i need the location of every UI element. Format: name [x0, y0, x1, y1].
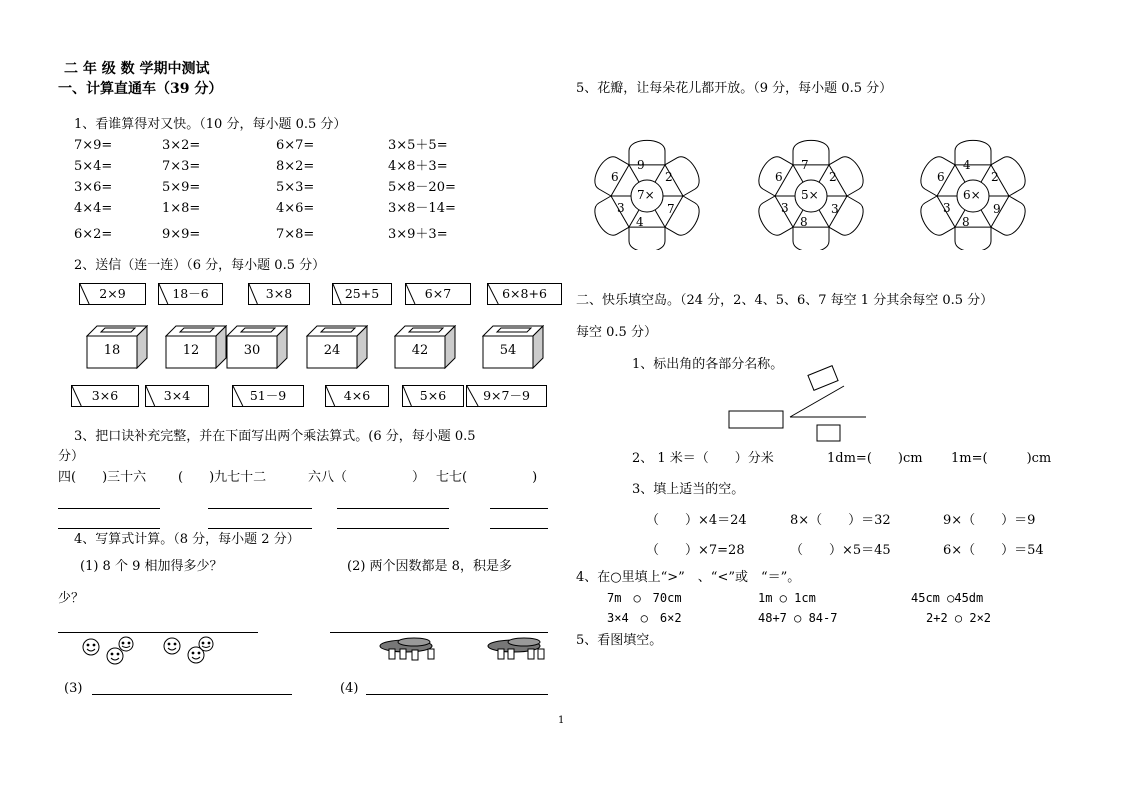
q3-prompt-line2: 分） — [58, 449, 85, 464]
smiley-faces-illustration — [78, 636, 228, 666]
envelope[interactable] — [402, 385, 464, 407]
flower — [575, 120, 723, 250]
q1-problem: 1×8= — [162, 201, 201, 216]
answer-line[interactable] — [337, 528, 449, 529]
q4-sub3: (3) — [64, 681, 83, 696]
petal-number: 8 — [962, 215, 970, 229]
envelope[interactable] — [71, 385, 139, 407]
q3-item-1: 四( )三十六 — [58, 470, 147, 485]
mailbox-value: 54 — [499, 343, 517, 358]
flower-icon — [739, 120, 887, 250]
s2-q1: 1、标出角的各部分名称。 — [632, 357, 784, 372]
petal-number: 2 — [829, 170, 837, 184]
s2-q4-r1-c3: 45cm ○45dm — [911, 591, 984, 605]
section2-title: 二、快乐填空岛。（24 分，2、4、5、6、7 每空 1 分其余每空 0.5 分） — [576, 293, 994, 308]
flower — [901, 120, 1049, 250]
envelope-label: 3×8 — [265, 286, 293, 301]
mushrooms-illustration — [376, 636, 566, 664]
mailbox[interactable] — [482, 325, 544, 369]
envelope[interactable] — [79, 283, 146, 305]
q3-item-4: 七七( ) — [436, 470, 538, 485]
answer-line[interactable] — [58, 528, 160, 529]
q1-problem: 5×4= — [74, 159, 113, 174]
flower-icon — [901, 120, 1049, 250]
petal-number: 9 — [637, 158, 645, 172]
petal-number: 6 — [775, 170, 783, 184]
q2-prompt: 2、送信（连一连）（6 分，每小题 0.5 分） — [74, 258, 326, 273]
envelope[interactable] — [332, 283, 392, 305]
q1-problem: 3×6= — [74, 180, 113, 195]
envelope-label: 5×6 — [419, 388, 447, 403]
petal-number: 7 — [667, 202, 675, 216]
s2-q3-r2-c3: 6×（ ）＝54 — [943, 543, 1044, 558]
q1-problem: 4×4= — [74, 201, 113, 216]
mailbox[interactable] — [394, 325, 456, 369]
answer-line[interactable] — [490, 528, 548, 529]
angle-diagram — [726, 364, 872, 444]
petal-number: 2 — [665, 170, 673, 184]
q1-problem: 7×3= — [162, 159, 201, 174]
q3-item-3: 六八（ ） — [308, 470, 426, 485]
s2-q4-r1-c1: 7m ○ 70cm — [607, 591, 682, 605]
answer-line[interactable] — [208, 528, 312, 529]
petal-number: 3 — [617, 201, 625, 215]
q1-problem: 5×8－20= — [388, 180, 456, 195]
q5-prompt: 5、花瓣，让每朵花儿都开放。（9 分，每小题 0.5 分） — [576, 81, 893, 96]
answer-line[interactable] — [58, 632, 258, 633]
s2-q2-part2: 1dm=( )cm — [827, 451, 923, 466]
envelope-label: 3×4 — [163, 388, 191, 403]
q1-prompt: 1、看谁算得对又快。（10 分，每小题 0.5 分） — [74, 117, 347, 132]
q4-sub2-line2: 少？ — [58, 591, 85, 606]
section1-title: 一、计算直通车（39 分） — [58, 81, 223, 97]
mailbox[interactable] — [86, 325, 148, 369]
q1-problem: 6×2= — [74, 227, 113, 242]
q1-problem: 3×9＋3= — [388, 227, 448, 242]
s2-q3: 3、填上适当的空。 — [632, 482, 745, 497]
envelope[interactable] — [466, 385, 547, 407]
s2-q2-part1: 2、 1 米＝（ ）分米 — [632, 451, 774, 466]
s2-q3-r1-c2: 8×（ ）＝32 — [790, 513, 891, 528]
petal-number: 4 — [963, 158, 971, 172]
q1-problem: 3×2= — [162, 138, 201, 153]
flower — [739, 120, 887, 250]
q4-sub2-line1: (2) 两个因数都是 8，积是多 — [347, 559, 512, 574]
s2-q4-r1-c2: 1m ○ 1cm — [758, 591, 816, 605]
petal-number: 7 — [801, 158, 809, 172]
envelope[interactable] — [232, 385, 304, 407]
answer-line[interactable] — [92, 694, 292, 695]
q1-problem: 4×8＋3= — [388, 159, 448, 174]
petal-number: 8 — [800, 215, 808, 229]
answer-line[interactable] — [208, 508, 312, 509]
q1-problem: 3×5＋5= — [388, 138, 448, 153]
envelope-label: 9×7－9 — [483, 388, 530, 403]
q1-problem: 9×9= — [162, 227, 201, 242]
answer-line[interactable] — [337, 508, 449, 509]
q3-item-2: ( )九七十二 — [178, 470, 267, 485]
envelope-label: 51－9 — [249, 388, 287, 403]
flower-center: 7× — [637, 188, 655, 202]
envelope[interactable] — [248, 283, 310, 305]
envelope[interactable] — [158, 283, 223, 305]
mailbox[interactable] — [306, 325, 368, 369]
answer-line[interactable] — [366, 694, 548, 695]
q1-problem: 3×8－14= — [388, 201, 456, 216]
q1-problem: 8×2= — [276, 159, 315, 174]
petal-number: 3 — [943, 201, 951, 215]
s2-q3-r1-c1: （ ）×4＝24 — [646, 513, 747, 528]
flower-center: 6× — [963, 188, 981, 202]
s2-q4: 4、在○里填上“>” 、“<”或 “＝”。 — [576, 570, 801, 585]
envelope-label: 4×6 — [343, 388, 371, 403]
petal-number: 6 — [937, 170, 945, 184]
envelope[interactable] — [145, 385, 209, 407]
petal-number: 2 — [991, 170, 999, 184]
petal-number: 9 — [993, 202, 1001, 216]
answer-line[interactable] — [330, 632, 548, 633]
q4-sub4: (4) — [340, 681, 359, 696]
mailbox[interactable] — [165, 325, 227, 369]
page-title: 二 年 级 数 学期中测试 — [64, 61, 210, 77]
q1-problem: 6×7= — [276, 138, 315, 153]
q1-problem: 7×9= — [74, 138, 113, 153]
mailbox-value: 18 — [103, 343, 121, 358]
envelope-label: 18－6 — [172, 286, 209, 301]
petal-number: 3 — [831, 202, 839, 216]
envelope-label: 3×6 — [91, 388, 119, 403]
envelope-label: 2×9 — [99, 286, 126, 301]
s2-q3-r2-c2: （ ）×5＝45 — [790, 543, 891, 558]
envelope-label: 6×8+6 — [502, 286, 547, 301]
mailbox[interactable] — [226, 325, 288, 369]
petal-number: 3 — [781, 201, 789, 215]
mailbox-value: 12 — [182, 343, 200, 358]
q1-problem: 4×6= — [276, 201, 315, 216]
envelope-label: 25+5 — [344, 286, 380, 301]
envelope[interactable] — [325, 385, 389, 407]
page-number: 1 — [558, 715, 565, 726]
q4-prompt: 4、写算式计算。（8 分，每小题 2 分） — [74, 532, 300, 547]
mailbox-value: 30 — [243, 343, 261, 358]
s2-q2-part3: 1m=( )cm — [951, 451, 1052, 466]
envelope-label: 6×7 — [424, 286, 452, 301]
q4-sub1: (1) 8 个 9 相加得多少？ — [80, 559, 223, 574]
s2-q4-r2-c1: 3×4 ○ 6×2 — [607, 611, 682, 625]
mailbox-value: 24 — [323, 343, 341, 358]
s2-q4-r2-c3: 2+2 ○ 2×2 — [926, 611, 992, 625]
s2-q4-r2-c2: 48+7 ○ 84-7 — [758, 611, 838, 625]
petal-number: 6 — [611, 170, 619, 184]
mailbox-value: 42 — [411, 343, 429, 358]
petal-number: 4 — [636, 215, 644, 229]
q3-prompt-line1: 3、把口诀补充完整，并在下面写出两个乘法算式。(6 分，每小题 0.5 — [74, 429, 476, 444]
flower-center: 5× — [801, 188, 819, 202]
q1-problem: 5×9= — [162, 180, 201, 195]
s2-q5: 5、看图填空。 — [576, 633, 663, 648]
answer-line[interactable] — [58, 508, 160, 509]
envelope[interactable] — [405, 283, 471, 305]
s2-q3-r2-c1: （ ）×7=28 — [646, 543, 745, 558]
s2-q3-r1-c3: 9×（ ）＝9 — [943, 513, 1036, 528]
flower-icon — [575, 120, 723, 250]
q1-problem: 5×3= — [276, 180, 315, 195]
section2-note: 每空 0.5 分） — [576, 325, 657, 340]
q1-problem: 7×8= — [276, 227, 315, 242]
envelope[interactable] — [487, 283, 562, 305]
answer-line[interactable] — [490, 508, 548, 509]
